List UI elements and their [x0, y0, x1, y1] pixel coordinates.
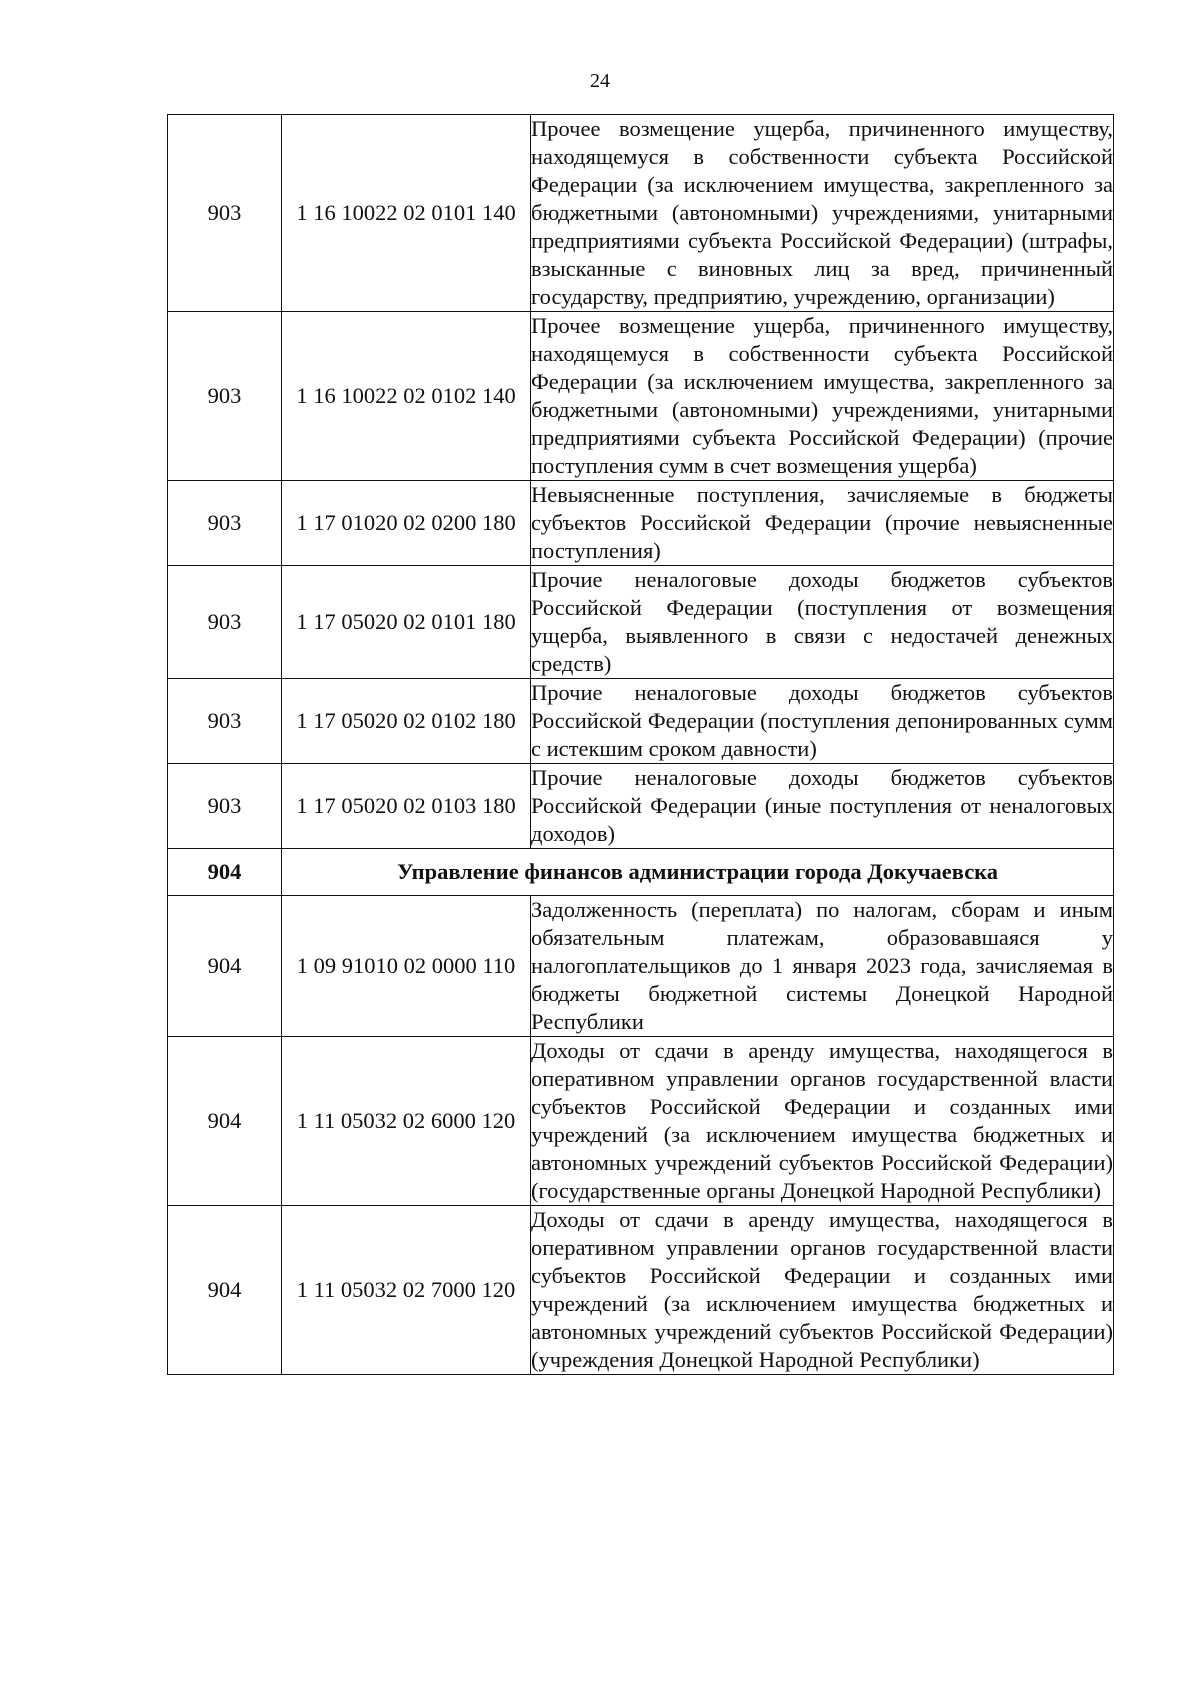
admin-code-cell: 903: [168, 312, 282, 481]
admin-code-cell: 903: [168, 764, 282, 849]
budget-code-cell: 1 11 05032 02 6000 120: [282, 1037, 531, 1206]
budget-code-cell: 1 09 91010 02 0000 110: [282, 896, 531, 1037]
budget-code-cell: 1 16 10022 02 0101 140: [282, 115, 531, 312]
table-row: [168, 1037, 1114, 1206]
budget-code-cell: 1 17 05020 02 0101 180: [282, 566, 531, 679]
administrator-header-row: [168, 849, 1114, 896]
administrator-name: Управление финансов администрации города Докучаевска: [282, 849, 1114, 896]
budget-code-cell: 1 17 01020 02 0200 180: [282, 481, 531, 566]
admin-code-cell: 904: [168, 1037, 282, 1206]
budget-code-cell: 1 17 05020 02 0103 180: [282, 764, 531, 849]
page-number: 24: [590, 70, 610, 92]
table-row: [168, 312, 1114, 481]
description-cell: Доходы от сдачи в аренду имущества, находящегося в оперативном управлении органов государственной власти субъектов Российской Федерации и созданных ими учреждений (за исключением имущества бюджетных и автономных учреждений субъектов Российской Федерации) (государственные органы Донецкой Народной Республики): [531, 1037, 1114, 1206]
description-cell: Прочее возмещение ущерба, причиненного имуществу, находящемуся в собственности субъекта Российской Федерации (за исключением имущества, закрепленного за бюджетными (автономными) учреждениями, унитарными предприятиями субъекта Российской Федерации) (прочие поступления сумм в счет возмещения ущерба): [531, 312, 1114, 481]
admin-code-cell: 903: [168, 481, 282, 566]
admin-code-cell: 903: [168, 679, 282, 764]
description-cell: Задолженность (переплата) по налогам, сборам и иным обязательным платежам, образовавшаяся у налогоплательщиков до 1 января 2023 года, зачисляемая в бюджеты бюджетной системы Донецкой Народной Республики: [531, 896, 1114, 1037]
table-row: [168, 764, 1114, 849]
budget-code-cell: 1 11 05032 02 7000 120: [282, 1206, 531, 1375]
admin-code-cell: 903: [168, 115, 282, 312]
description-cell: Прочее возмещение ущерба, причиненного имуществу, находящемуся в собственности субъекта Российской Федерации (за исключением имущества, закрепленного за бюджетными (автономными) учреждениями, унитарными предприятиями субъекта Российской Федерации) (штрафы, взысканные с виновных лиц за вред, причиненный государству, предприятию, учреждению, организации): [531, 115, 1114, 312]
table-row: [168, 566, 1114, 679]
revenue-codes-table: [167, 114, 1114, 1375]
description-cell: Невыясненные поступления, зачисляемые в бюджеты субъектов Российской Федерации (прочие невыясненные поступления): [531, 481, 1114, 566]
budget-code-cell: 1 16 10022 02 0102 140: [282, 312, 531, 481]
table-row: [168, 896, 1114, 1037]
description-cell: Прочие неналоговые доходы бюджетов субъектов Российской Федерации (поступления депонированных сумм с истекшим сроком давности): [531, 679, 1114, 764]
budget-code-cell: 1 17 05020 02 0102 180: [282, 679, 531, 764]
table-row: [168, 679, 1114, 764]
description-cell: Прочие неналоговые доходы бюджетов субъектов Российской Федерации (иные поступления от неналоговых доходов): [531, 764, 1114, 849]
table-row: [168, 481, 1114, 566]
admin-code-cell: 904: [168, 849, 282, 896]
description-cell: Прочие неналоговые доходы бюджетов субъектов Российской Федерации (поступления от возмещения ущерба, выявленного в связи с недостачей денежных средств): [531, 566, 1114, 679]
table-row: [168, 115, 1114, 312]
description-cell: Доходы от сдачи в аренду имущества, находящегося в оперативном управлении органов государственной власти субъектов Российской Федерации и созданных ими учреждений (за исключением имущества бюджетных и автономных учреждений субъектов Российской Федерации) (учреждения Донецкой Народной Республики): [531, 1206, 1114, 1375]
admin-code-cell: 903: [168, 566, 282, 679]
table-row: [168, 1206, 1114, 1375]
admin-code-cell: 904: [168, 896, 282, 1037]
admin-code-cell: 904: [168, 1206, 282, 1375]
